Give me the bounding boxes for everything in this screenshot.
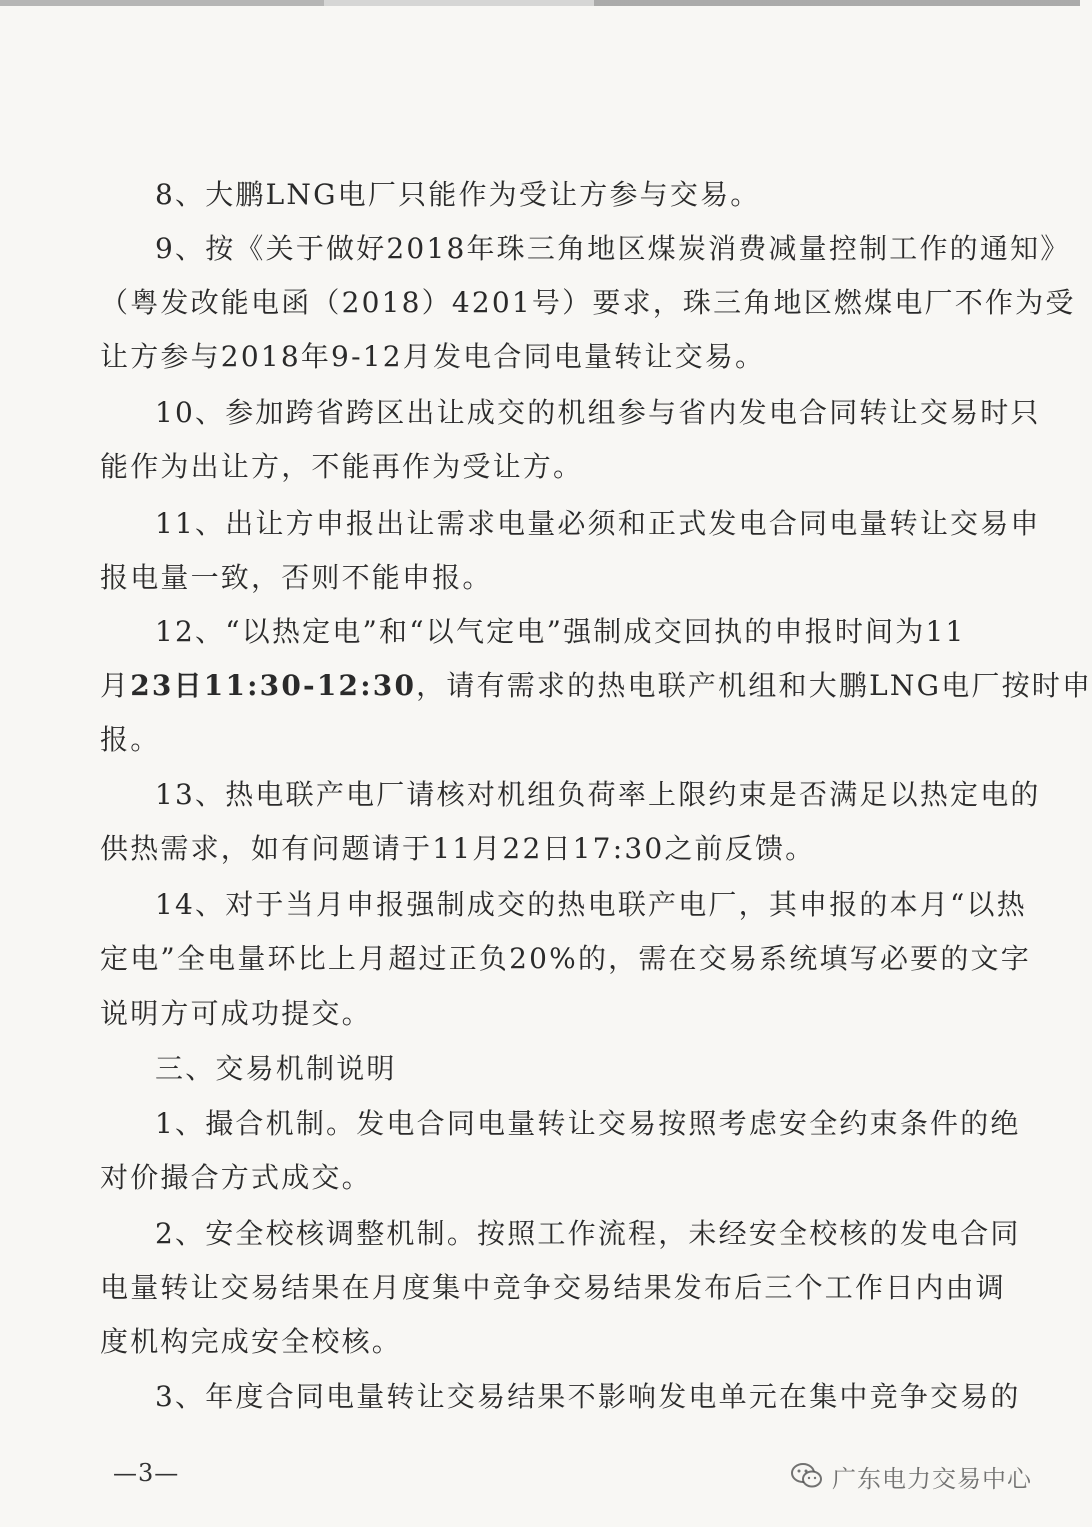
- paragraph-line: 13、热电联产电厂请核对机组负荷率上限约束是否满足以热定电的: [155, 778, 1041, 811]
- paragraph-line: 12、“以热定电”和“以气定电”强制成交回执的申报时间为11: [155, 615, 966, 648]
- paragraph-line: 11、出让方申报出让需求电量必须和正式发电合同电量转让交易申: [155, 507, 1041, 540]
- paragraph-line: 电量转让交易结果在月度集中竞争交易结果发布后三个工作日内由调: [100, 1271, 1007, 1304]
- deadline-time: 23日11:30-12:30: [130, 669, 417, 702]
- paragraph-line: 3、年度合同电量转让交易结果不影响发电单元在集中竞争交易的: [155, 1380, 1021, 1413]
- paragraph-line: 10、参加跨省跨区出让成交的机组参与省内发电合同转让交易时只: [155, 396, 1041, 429]
- paragraph-line: 1、撮合机制。发电合同电量转让交易按照考虑安全约束条件的绝: [155, 1107, 1021, 1140]
- paragraph-line: 对价撮合方式成交。: [100, 1161, 372, 1194]
- paragraph-line: 8、大鹏LNG电厂只能作为受让方参与交易。: [155, 178, 761, 211]
- paragraph-line: 能作为出让方，不能再作为受让方。: [100, 450, 584, 483]
- paragraph-line: 2、安全校核调整机制。按照工作流程，未经安全校核的发电合同: [155, 1217, 1021, 1250]
- paragraph-line: 让方参与2018年9-12月发电合同电量转让交易。: [100, 340, 766, 373]
- paragraph-line: 度机构完成安全校核。: [100, 1325, 403, 1358]
- line-text: 月: [100, 669, 131, 702]
- paragraph-line: 9、按《关于做好2018年珠三角地区煤炭消费减量控制工作的通知》: [155, 232, 1071, 265]
- scan-edge: [0, 0, 1080, 6]
- page-number: —3—: [113, 1459, 180, 1487]
- paragraph-line: 报。: [100, 723, 161, 756]
- paragraph-line: 报电量一致，否则不能申报。: [100, 561, 493, 594]
- paragraph-line: 定电”全电量环比上月超过正负20%的，需在交易系统填写必要的文字: [100, 942, 1031, 975]
- paragraph-line: 供热需求，如有问题请于11月22日17:30之前反馈。: [100, 832, 816, 865]
- paragraph-line: [100, 666, 1092, 706]
- wechat-icon: [790, 1461, 824, 1491]
- paragraph-line: （粤发改能电函（2018）4201号）要求，珠三角地区燃煤电厂不作为受: [100, 286, 1076, 319]
- line-text: ，请有需求的热电联产机组和大鹏LNG电厂按时申: [416, 669, 1092, 702]
- watermark-text: 广东电力交易中心: [832, 1464, 1032, 1493]
- paragraph-line: 14、对于当月申报强制成交的热电联产电厂，其申报的本月“以热: [155, 888, 1027, 921]
- watermark: [790, 1458, 1032, 1494]
- section-heading: 三、交易机制说明: [155, 1052, 397, 1085]
- paragraph-line: 说明方可成功提交。: [100, 997, 372, 1030]
